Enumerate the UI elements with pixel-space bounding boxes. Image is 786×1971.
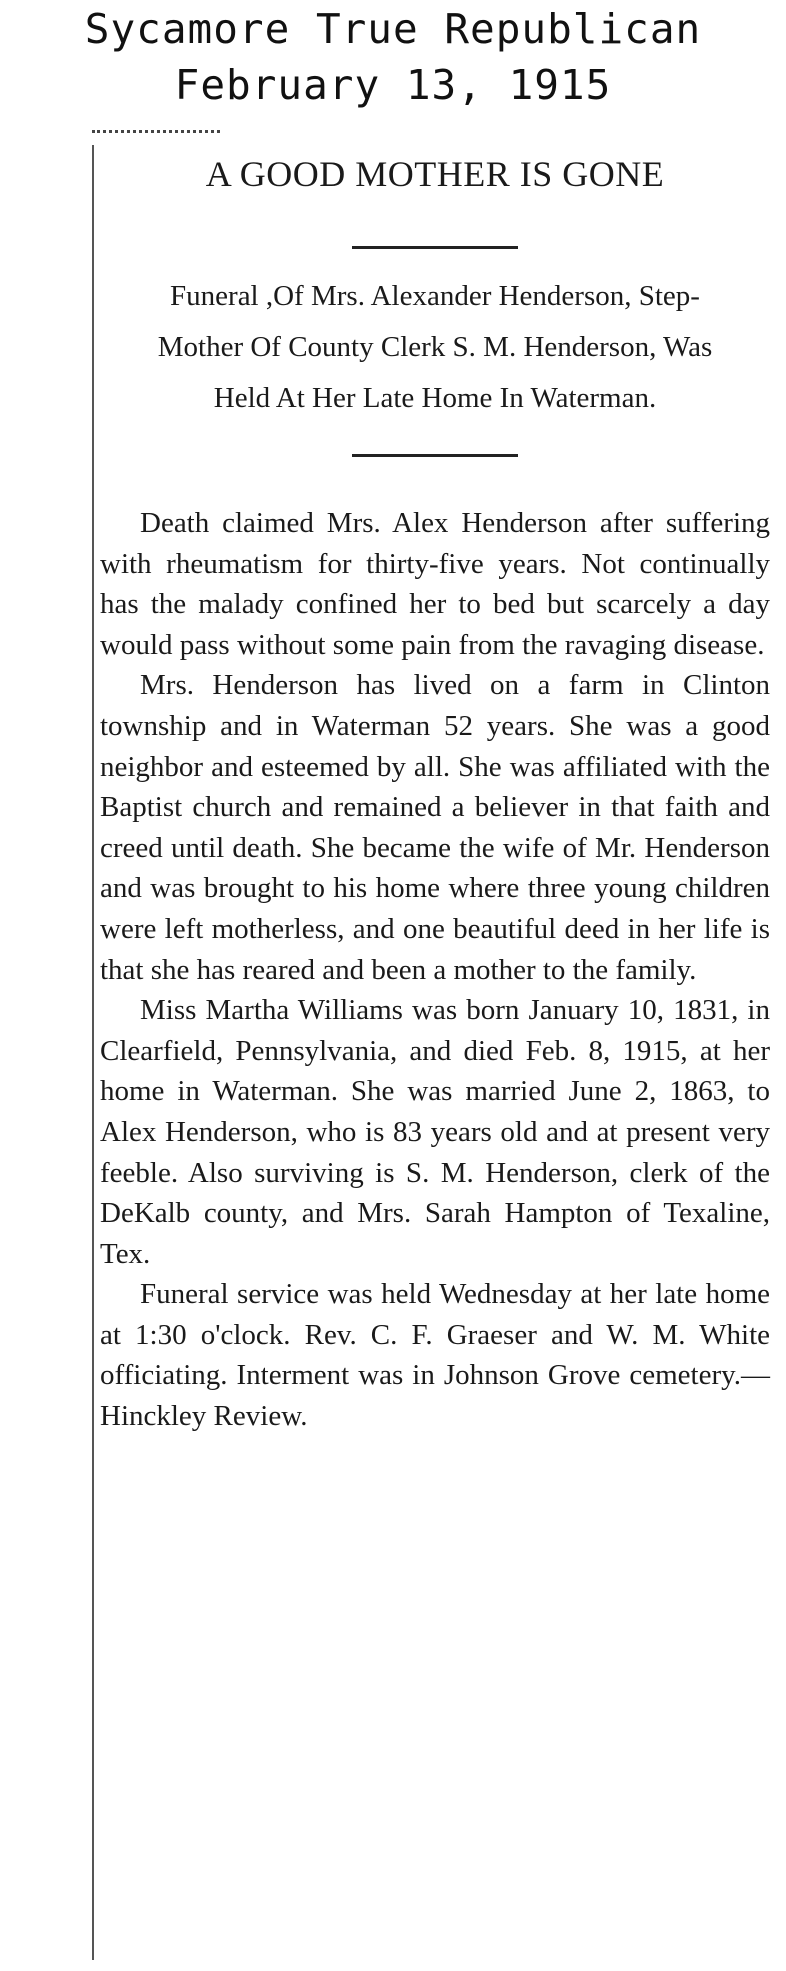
- article-paragraph: Miss Martha Williams was born January 10, 1831, in Clearfield, Pennsylvania, and died Feb. 8, 1915, at her home in Waterman. She was married June 2, 1863, to Alex Henderson, who is 83 years old and at present very feeble. Also surviving is S. M. Henderson, clerk of the DeKalb county, and Mrs. Sarah Hampton of Texaline, Tex.: [100, 994, 770, 1270]
- publication-date: February 13, 1915: [174, 61, 612, 109]
- article-deck: Funeral ,Of Mrs. Alexander Henderson, Step-Mother Of County Clerk S. M. Henderson, Was Held At Her Late Home In Waterman.: [157, 280, 713, 414]
- article-body: [100, 503, 770, 1437]
- headline-divider: [352, 246, 518, 249]
- newspaper-clipping: [100, 148, 770, 1437]
- clipping-column-rule: [92, 145, 94, 1960]
- article-paragraph: Death claimed Mrs. Alex Henderson after suffering with rheumatism for thirty-five years. Not continually has the malady confined her to bed but scarcely a day would pass without some pain from the ravaging disease.: [100, 507, 770, 661]
- clipping-top-rule: [92, 130, 220, 133]
- article-headline: A GOOD MOTHER IS GONE: [205, 154, 665, 194]
- publication-name: Sycamore True Republican: [84, 5, 702, 53]
- deck-divider: [352, 454, 518, 457]
- article-paragraph: Mrs. Henderson has lived on a farm in Clinton township and in Waterman 52 years. She was a good neighbor and esteemed by all. She was affiliated with the Baptist church and remained a believer in that faith and creed until death. She became the wife of Mr. Henderson and was brought to his home where three young children were left motherless, and one beautiful deed in her life is that she has reared and been a mother to the family.: [100, 669, 770, 986]
- article-paragraph: Funeral service was held Wednesday at her late home at 1:30 o'clock. Rev. C. F. Graeser and W. M. White officiating. Interment was in Johnson Grove cemetery.—Hinckley Review.: [100, 1278, 770, 1433]
